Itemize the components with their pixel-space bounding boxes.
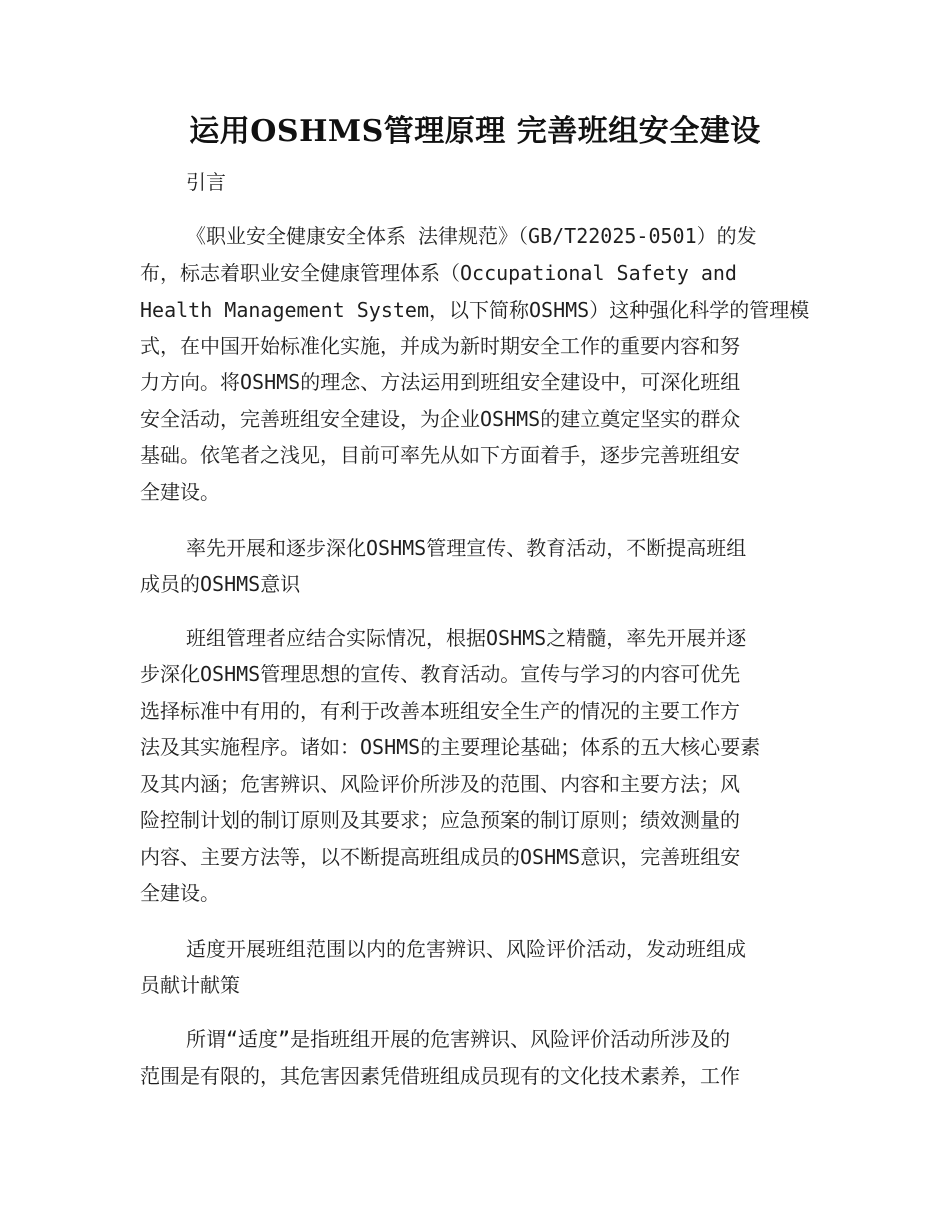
section-heading: 成员的OSHMS意识 [140, 572, 301, 596]
paragraph-line: 选择标准中有用的，有利于改善本班组安全生产的情况的主要工作方 [140, 699, 740, 723]
paragraph-line: 《职业安全健康安全体系 法律规范》（GB/T22025-0501）的发 [186, 224, 757, 248]
paragraph-line: 范围是有限的，其危害因素凭借班组成员现有的文化技术素养，工作 [140, 1064, 740, 1088]
paragraph-line: 内容、主要方法等，以不断提高班组成员的OSHMS意识，完善班组安 [140, 845, 741, 869]
paragraph-line: 力方向。将OSHMS的理念、方法运用到班组安全建设中，可深化班组 [140, 370, 741, 394]
paragraph-line: 全建设。 [140, 881, 220, 905]
paragraph-line: 班组管理者应结合实际情况，根据OSHMS之精髓，率先开展并逐 [186, 626, 747, 650]
section-heading: 适度开展班组范围以内的危害辨识、风险评价活动，发动班组成 [186, 937, 746, 961]
paragraph-line: 式，在中国开始标准化实施，并成为新时期安全工作的重要内容和努 [140, 334, 740, 358]
page-title: 运用OSHMS管理原理 完善班组安全建设 [189, 114, 761, 149]
section-heading: 员献计献策 [140, 973, 240, 997]
paragraph-line: 安全活动，完善班组安全建设，为企业OSHMS的建立奠定坚实的群众 [140, 407, 741, 431]
paragraph-line: 险控制计划的制订原则及其要求；应急预案的制订原则；绩效测量的 [140, 808, 740, 832]
paragraph-line: 布，标志着职业安全健康管理体系（Occupational Safety and [140, 261, 737, 285]
paragraph-line: 法及其实施程序。诸如：OSHMS的主要理论基础；体系的五大核心要素 [140, 735, 761, 759]
paragraph-line: 步深化OSHMS管理思想的宣传、教育活动。宣传与学习的内容可优先 [140, 662, 741, 686]
paragraph-line: 全建设。 [140, 480, 220, 504]
paragraph-line: 基础。依笔者之浅见，目前可率先从如下方面着手，逐步完善班组安 [140, 443, 740, 467]
paragraph-line: 所谓“适度”是指班组开展的危害辨识、风险评价活动所涉及的 [186, 1027, 731, 1051]
section-heading: 率先开展和逐步深化OSHMS管理宣传、教育活动，不断提高班组 [186, 536, 747, 560]
paragraph-line: 及其内涵；危害辨识、风险评价所涉及的范围、内容和主要方法；风 [140, 772, 740, 796]
section-heading: 引言 [186, 170, 226, 194]
paragraph-line: Health Management System，以下简称OSHMS）这种强化科学的管理模 [140, 298, 810, 322]
